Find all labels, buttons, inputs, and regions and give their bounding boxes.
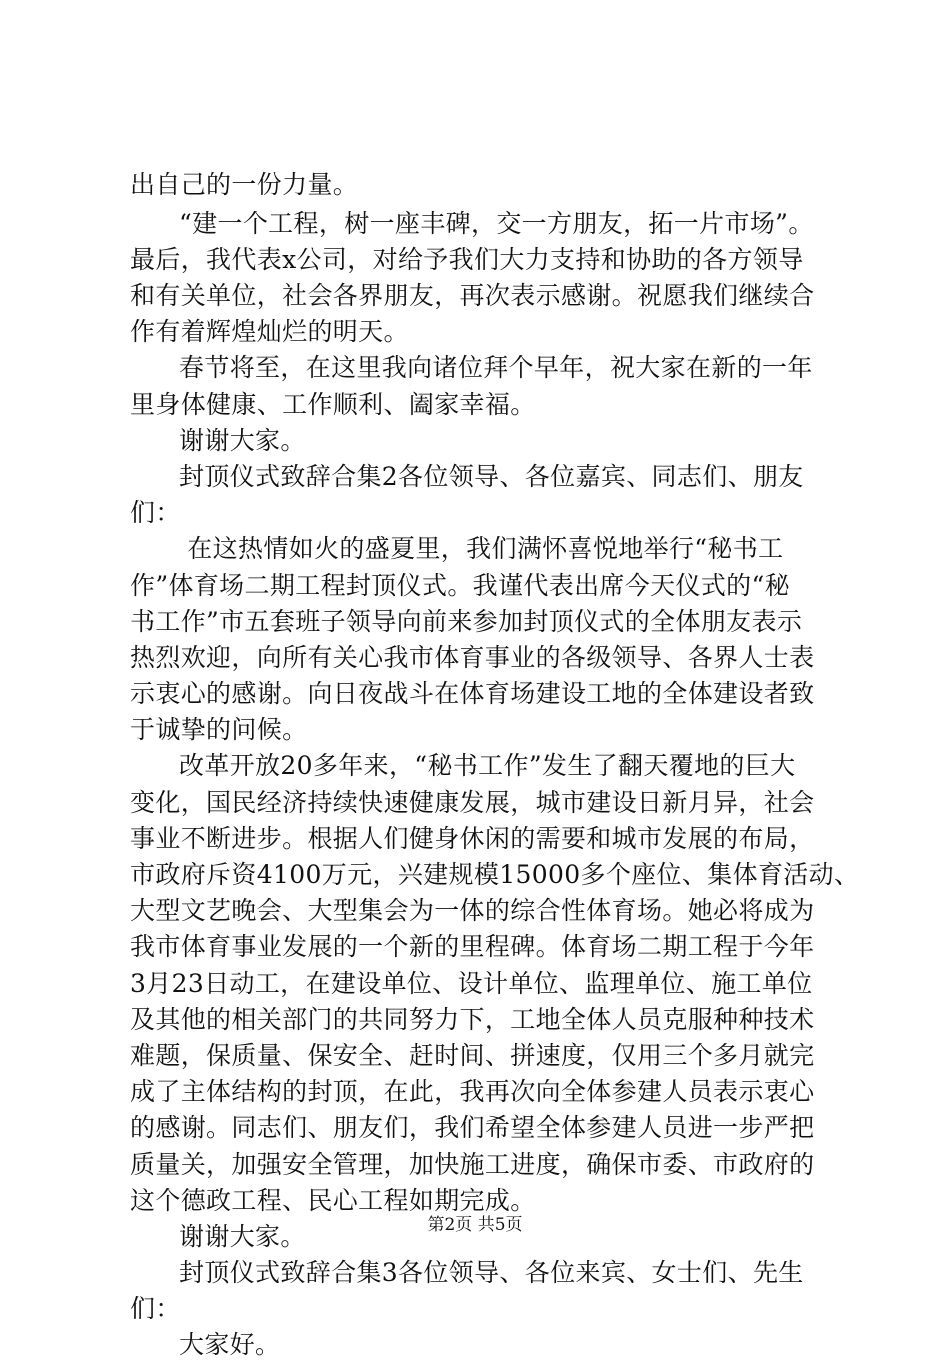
line-33: 大家好。 <box>179 1330 281 1359</box>
line-29: 这个德政工程、民心工程如期完成。 <box>130 1186 536 1215</box>
line-32: 们： <box>130 1294 181 1323</box>
line-14: 热烈欢迎，向所有关心我市体育事业的各级领导、各界人士表 <box>130 643 815 672</box>
page-indicator: 第2页 共5页 <box>427 1215 523 1235</box>
line-24: 及其他的相关部门的共同努力下，工地全体人员克服种种技术 <box>130 1005 815 1034</box>
line-28: 质量关，加强安全管理，加快施工进度，确保市委、市政府的 <box>130 1150 815 1179</box>
line-13: 书工作”市五套班子领导向前来参加封顶仪式的全体朋友表示 <box>130 607 803 636</box>
line-17: 改革开放20多年来，“秘书工作”发生了翻天覆地的巨大 <box>179 751 796 780</box>
line-11: 在这热情如火的盛夏里，我们满怀喜悦地举行“秘书工 <box>179 534 784 563</box>
line-15: 示衷心的感谢。向日夜战斗在体育场建设工地的全体建设者致 <box>130 679 815 708</box>
line-02: “建一个工程，树一座丰碑，交一方朋友，拓一片市场”。 <box>179 209 814 238</box>
line-06: 春节将至，在这里我向诸位拜个早年，祝大家在新的一年 <box>179 353 813 382</box>
line-21: 大型文艺晚会、大型集会为一体的综合性体育场。她必将成为 <box>130 896 815 925</box>
line-08: 谢谢大家。 <box>179 426 306 455</box>
line-10: 们： <box>130 498 181 527</box>
line-09: 封顶仪式致辞合集2各位领导、各位嘉宾、同志们、朋友 <box>179 462 804 491</box>
line-07: 里身体健康、工作顺利、阖家幸福。 <box>130 390 536 419</box>
line-05: 作有着辉煌灿烂的明天。 <box>130 317 409 346</box>
line-12: 作”体育场二期工程封顶仪式。我谨代表出席今天仪式的“秘 <box>130 571 791 600</box>
line-31: 封顶仪式致辞合集3各位领导、各位来宾、女士们、先生 <box>179 1258 804 1287</box>
line-26: 成了主体结构的封顶，在此，我再次向全体参建人员表示衷心 <box>130 1077 815 1106</box>
line-03: 最后，我代表x公司，对给予我们大力支持和协助的各方领导 <box>130 245 804 274</box>
line-25: 难题，保质量、保安全、赶时间、拼速度，仅用三个多月就完 <box>130 1041 815 1070</box>
line-19: 事业不断进步。根据人们健身休闲的需要和城市发展的布局， <box>130 824 815 853</box>
line-01: 出自己的一份力量。 <box>130 170 359 199</box>
line-23: 3月23日动工，在建设单位、设计单位、监理单位、施工单位 <box>130 969 813 998</box>
line-22: 我市体育事业发展的一个新的里程碑。体育场二期工程于今年 <box>130 932 815 961</box>
line-18: 变化，国民经济持续快速健康发展，城市建设日新月异，社会 <box>130 788 815 817</box>
line-20: 市政府斥资4100万元，兴建规模15000多个座位、集体育活动、 <box>130 860 860 889</box>
line-27: 的感谢。同志们、朋友们，我们希望全体参建人员进一步严把 <box>130 1113 815 1142</box>
line-04: 和有关单位，社会各界朋友，再次表示感谢。祝愿我们继续合 <box>130 281 815 310</box>
line-16: 于诚挚的问候。 <box>130 715 308 744</box>
line-30: 谢谢大家。 <box>179 1222 306 1251</box>
